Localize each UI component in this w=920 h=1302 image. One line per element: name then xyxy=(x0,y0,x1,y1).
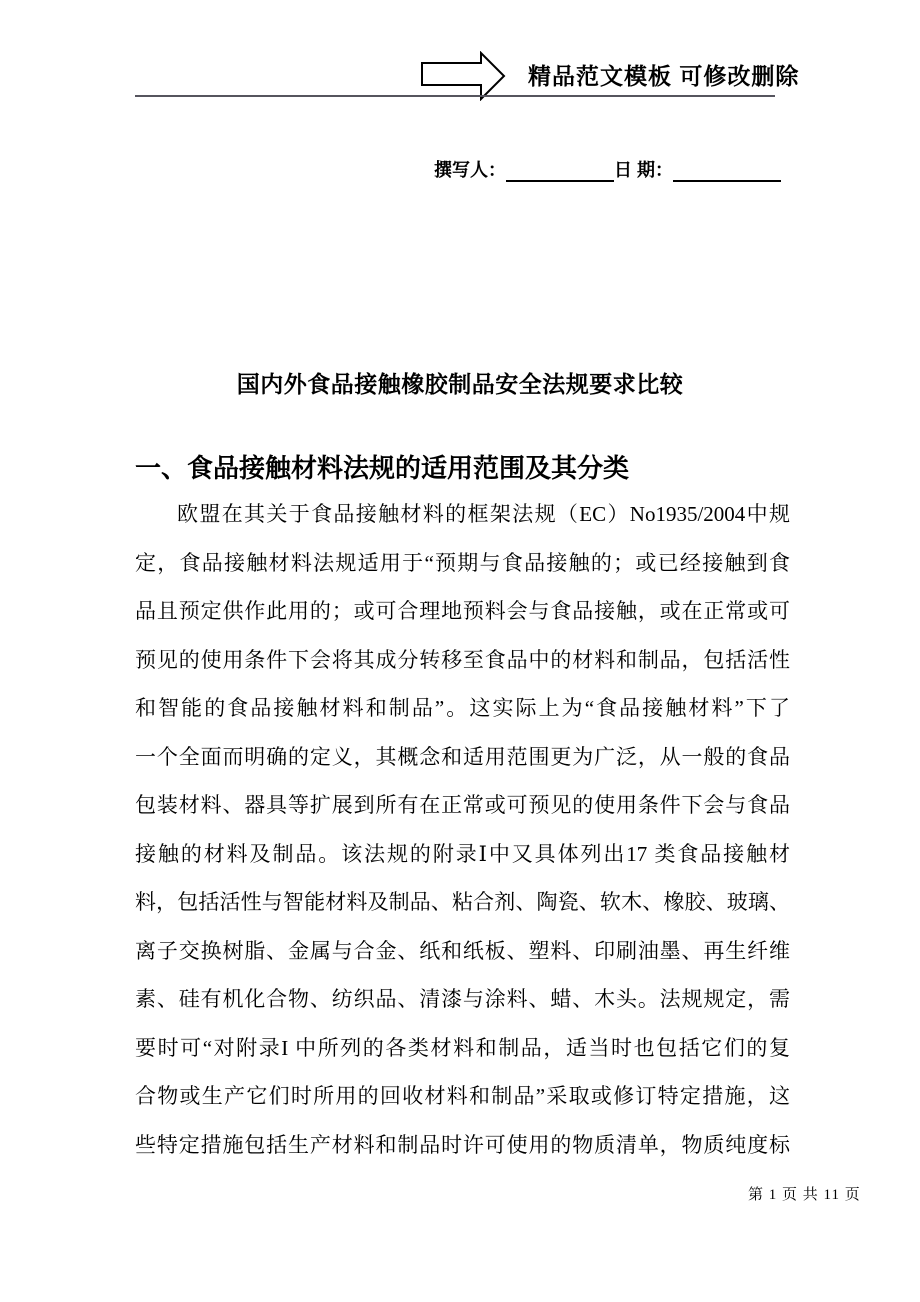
paragraph-line: 品且预定供作此用的；或可合理地预料会与食品接触，或在正常或可 xyxy=(135,599,790,623)
page-number: 第 1 页 共 11 页 xyxy=(748,1187,861,1203)
paragraph-line: 要时可“对附录I 中所列的各类材料和制品，适当时也包括它们的复 xyxy=(135,1035,790,1060)
paragraph-line: 些特定措施包括生产材料和制品时许可使用的物质清单，物质纯度标 xyxy=(135,1132,790,1157)
body-paragraph xyxy=(135,490,790,1169)
byline xyxy=(434,156,781,182)
paragraph-line: 离子交换树脂、金属与合金、纸和纸板、塑料、印刷油墨、再生纤维 xyxy=(135,938,790,963)
paragraph-line: 包装材料、器具等扩展到所有在正常或可预见的使用条件下会与食品 xyxy=(135,793,790,817)
date-label: 日 期： xyxy=(614,160,674,180)
paragraph-line: 欧盟在其关于食品接触材料的框架法规（EC）No1935/2004中规 xyxy=(177,502,790,526)
date-blank-field xyxy=(673,162,781,182)
right-arrow-icon xyxy=(420,51,506,101)
paragraph-line: 预见的使用条件下会将其成分转移至食品中的材料和制品，包括活性 xyxy=(135,647,790,672)
author-blank-field xyxy=(506,162,614,182)
paragraph-line: 和智能的食品接触材料和制品”。这实际上为“食品接触材料”下了 xyxy=(135,696,790,720)
document-title: 国内外食品接触橡胶制品安全法规要求比较 xyxy=(236,371,684,397)
section-heading: 一、食品接触材料法规的适用范围及其分类 xyxy=(135,453,630,483)
paragraph-line: 素、硅有机化合物、纺织品、清漆与涂料、蜡、木头。法规规定，需 xyxy=(135,987,790,1011)
paragraph-line: 料，包括活性与智能材料及制品、粘合剂、陶瓷、软木、橡胶、玻璃、 xyxy=(135,890,790,914)
paragraph-line: 一个全面而明确的定义，其概念和适用范围更为广泛，从一般的食品 xyxy=(135,744,790,769)
header-divider xyxy=(135,95,775,97)
header-watermark-text: 精品范文模板 可修改删除 xyxy=(528,63,800,89)
paragraph-line: 接触的材料及制品。该法规的附录Ⅰ中又具体列出17 类食品接触材 xyxy=(135,841,790,866)
paragraph-line: 合物或生产它们时所用的回收材料和制品”采取或修订特定措施，这 xyxy=(135,1084,790,1108)
paragraph-line: 定，食品接触材料法规适用于“预期与食品接触的；或已经接触到食 xyxy=(135,550,790,575)
author-label: 撰写人： xyxy=(434,160,506,180)
